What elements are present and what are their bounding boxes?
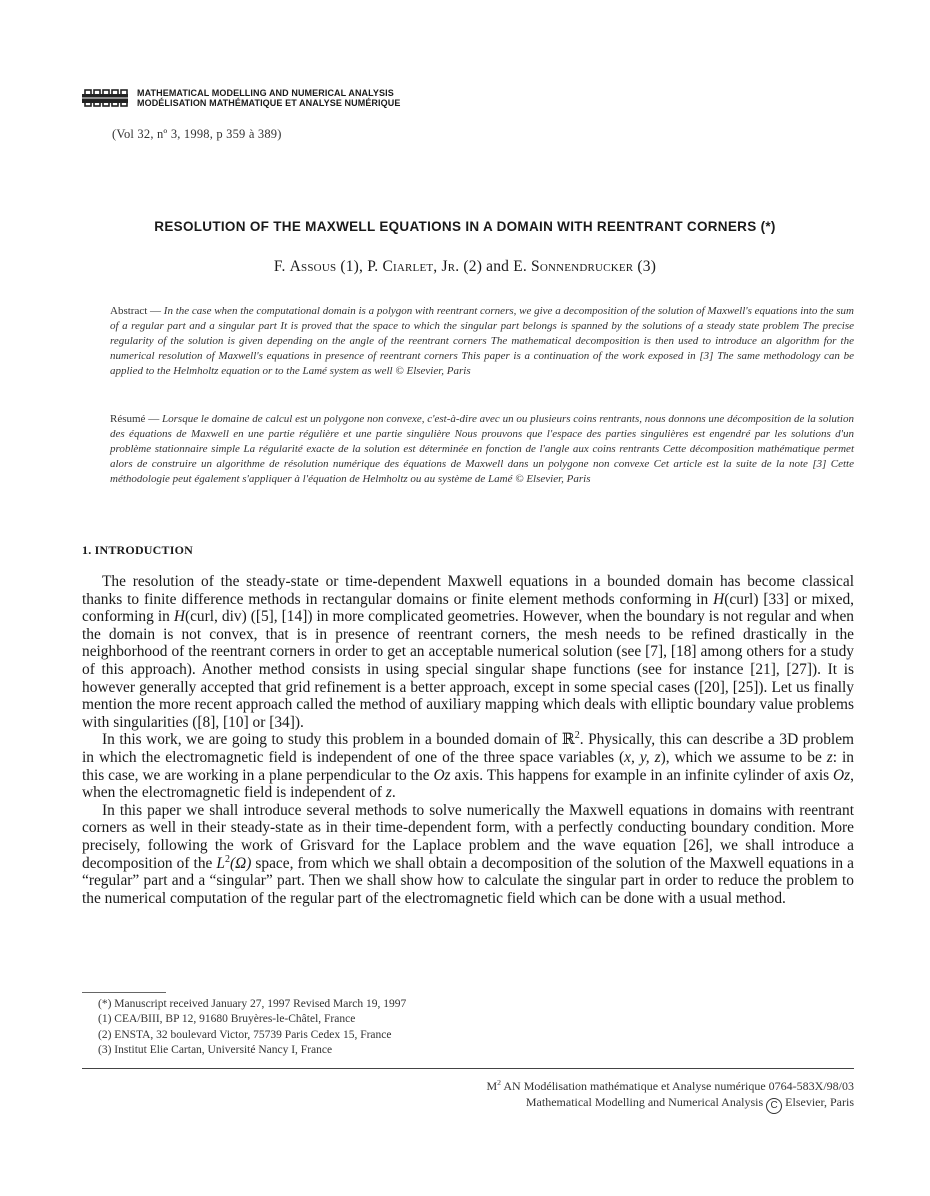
abstract-label: Abstract — (110, 305, 164, 317)
publisher-line-1: $M^2$ AN Modélisation mathématique et Analyse numérique 0764-583X/98/03 (486, 1078, 854, 1093)
author-list: F. Assous (1), P. Ciarlet, Jr. (2) and E. Sonnendrucker (3) (273, 258, 657, 275)
author-2: P. Ciarlet, Jr. (2) (367, 258, 483, 275)
journal-name (137, 88, 400, 108)
footnote-3: (3) Institut Elie Cartan, Université Nancy I, France (98, 1044, 333, 1057)
footnotes (98, 997, 406, 1059)
footnote-divider (82, 992, 166, 993)
copyright-icon: C (766, 1098, 782, 1114)
publisher-line-2: Mathematical Modelling and Numerical Analysis C Elsevier, Paris (486, 1094, 854, 1114)
footnote-2: (2) ENSTA, 32 boulevard Victor, 75739 Paris Cedex 15, France (98, 1028, 392, 1041)
journal-name-fr: MODÉLISATION MATHÉMATIQUE ET ANALYSE NUMÉRIQUE (137, 98, 401, 108)
body-text (82, 573, 854, 907)
journal-name-en: MATHEMATICAL MODELLING AND NUMERICAL ANALYSIS (137, 88, 394, 98)
paper-title: RESOLUTION OF THE MAXWELL EQUATIONS IN A DOMAIN WITH REENTRANT CORNERS (*) (154, 219, 776, 234)
footnote-1: (1) CEA/BIII, BP 12, 91680 Bruyères-le-Châtel, France (98, 1013, 356, 1026)
paragraph-3: In this paper we shall introduce several methods to solve numerically the Maxwell equations in domains with reentrant corners as well in their steady-state as in their time-dependent form, with a perfectly conducting boundary condition. More precisely, following the work of Grisvard for the Laplace problem and the wave equation [26], we shall introduce a decomposition of the $L^2(\Omega)$ space, from which we shall obtain a decomposition of the solution of the Maxwell equations in a “regular” part and a “singular” part. Then we shall show how to calculate the singular part in order to reduce the problem to the numerical computation of the regular part of the electromagnetic field which can be done with a usual method. (82, 801, 854, 907)
volume-info: (Vol 32, nº 3, 1998, p 359 à 389) (112, 127, 282, 141)
section-heading: 1. INTRODUCTION (82, 543, 194, 557)
publisher-info (486, 1078, 854, 1114)
abstract (110, 304, 854, 379)
author-2-mark: (2) (463, 258, 483, 275)
resume-text: Lorsque le domaine de calcul est un polygone non convexe, c'est-à-dire avec un ou plusieurs coins rentrants, nous donnons une décomposition de la solution des équations de Maxwell en une partie régulière et une partie singulière Nous prouvons que l'espace des parties singulières est engendré par les solutions d'un problème stationnaire simple La régularité exacte de la solution est déterminée en fonction de l'angle aux coins rentrants Cette décomposition mathématique permet alors de construire un algorithme de résolution numérique des équations de Maxwell dans un polygone non convexe Cet article est la suite de la note [3] Cette méthodologie peut également s'appliquer à l'équation de Helmholtz ou au système de Lamé © Elsevier, Paris (110, 413, 854, 486)
author-1-mark: (1) (340, 258, 360, 275)
author-3-mark: (3) (637, 258, 657, 275)
author-3: E. Sonnendrucker (3) (513, 258, 657, 275)
resume (110, 412, 854, 487)
bottom-divider (82, 1068, 854, 1069)
abstract-text: In the case when the computational domain is a polygon with reentrant corners, we give a decomposition of the solution of Maxwell's equations into the sum of a regular part and a singular part It is proved that the space to which the singular part belongs is spanned by the solutions of a steady state problem The precise regularity of the solution is given depending on the angle of the reentrant corners The mathematical decomposition is then used to introduce an algorithm for the numerical resolution of Maxwell's equations in presence of reentrant corners This paper is a continuation of the work exposed in [3] The same methodology can be applied to the Helmholtz equation or to the Lamé system as well © Elsevier, Paris (110, 305, 855, 378)
author-1: F. Assous (1) (273, 258, 360, 275)
paragraph-1: The resolution of the steady-state or time-dependent Maxwell equations in a bounded domain has become classical thanks to finite difference methods in rectangular domains or finite element methods conforming in H(curl) [33] or mixed, conforming in H(curl, div) ([5], [14]) in more complicated geometries. However, when the boundary is not regular and when the domain is not convex, that is in presence of reentrant corners, the mesh needs to be refined drastically in the neighborhood of the reentrant corners in order to get an acceptable numerical solution (see [7], [18] among others for a study of this approach). Another method consists in using special singular shape functions (see for instance [21], [27]). It is however generally accepted that grid refinement is a better approach, except in some special cases ([20], [25]). Let us finally mention the more recent approach called the method of auxiliary mapping which deals with elliptic boundary value problems with singularities ([8], [10] or [34]). (82, 573, 855, 731)
paragraph-2: In this work, we are going to study this problem in a bounded domain of ℝ$^2$. Physically, this can describe a 3D problem in which the electromagnetic field is independent of one of the three space variables (x, y, z), which we assume to be z: in this case, we are working in a plane perpendicular to the Oz axis. This happens for example in an infinite cylinder of axis Oz, when the electromagnetic field is independent of z. (82, 730, 854, 802)
journal-logo (82, 88, 128, 108)
footnote-manuscript: (*) Manuscript received January 27, 1997 Revised March 19, 1997 (98, 998, 407, 1010)
resume-label: Résumé — (110, 413, 163, 425)
